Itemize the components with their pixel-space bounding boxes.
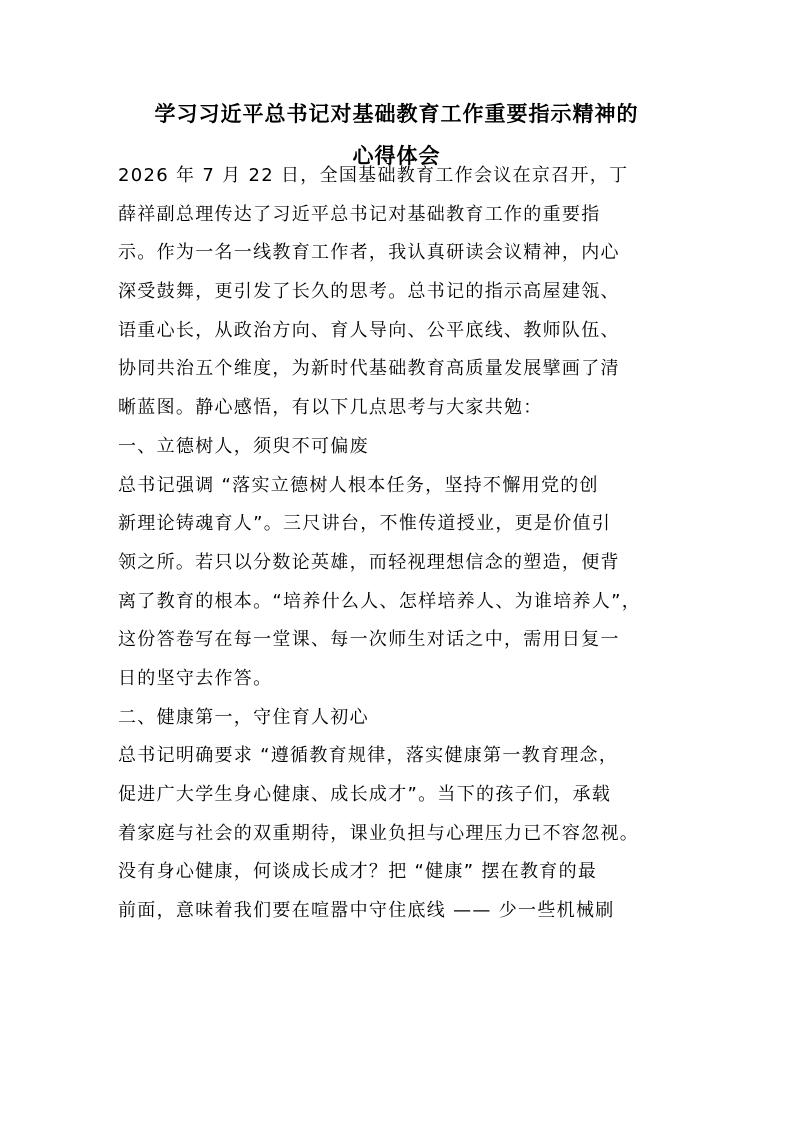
body-line: 深受鼓舞，更引发了长久的思考。总书记的指示高屋建瓴、	[118, 281, 620, 303]
body-line: 2026 年 7 月 22 日，全国基础教育工作会议在京召开，丁	[118, 165, 629, 186]
body-line: 领之所。若只以分数论英雄，而轻视理想信念的塑造，便背	[118, 551, 620, 573]
body-line: 促进广大学生身心健康、成长成才”。当下的孩子们，承载	[118, 784, 612, 805]
body-line: 着家庭与社会的双重期待，课业负担与心理压力已不容忽视。	[118, 822, 640, 844]
document-title-line-2: 心得体会	[352, 144, 441, 168]
document-body	[118, 157, 698, 931]
document-title-line-1: 学习习近平总书记对基础教育工作重要指示精神的	[154, 102, 639, 126]
body-line: 示。作为一名一线教育工作者，我认真研读会议精神，内心	[118, 242, 620, 264]
body-line: 协同共治五个维度，为新时代基础教育高质量发展擘画了清	[118, 358, 620, 380]
body-line: 这份答卷写在每一堂课、每一次师生对话之中，需用日复一	[118, 629, 620, 651]
body-line: 语重心长，从政治方向、育人导向、公平底线、教师队伍、	[118, 319, 620, 341]
body-line: 晰蓝图。静心感悟，有以下几点思考与大家共勉：	[118, 397, 543, 419]
body-line: 离了教育的根本。“培养什么人、怎样培养人、为谁培养人”，	[118, 590, 642, 612]
body-line: 前面，意味着我们要在喧嚣中守住底线 —— 少一些机械刷	[118, 900, 615, 922]
section-heading-2: 二、健康第一，守住育人初心	[118, 706, 369, 728]
body-line: 新理论铸魂育人”。三尺讲台，不惟传道授业，更是价值引	[118, 513, 612, 535]
body-line: 薛祥副总理传达了习近平总书记对基础教育工作的重要指	[118, 203, 601, 225]
section-heading-1: 一、立德树人，须臾不可偏废	[118, 435, 369, 457]
body-line: 日的坚守去作答。	[118, 667, 273, 689]
body-line: 没有身心健康，何谈成长成才？把 “健康” 摆在教育的最	[118, 861, 598, 883]
body-line: 总书记明确要求 “遵循教育规律，落实健康第一教育理念，	[118, 745, 619, 767]
body-line: 总书记强调 “落实立德树人根本任务，坚持不懈用党的创	[118, 474, 599, 496]
